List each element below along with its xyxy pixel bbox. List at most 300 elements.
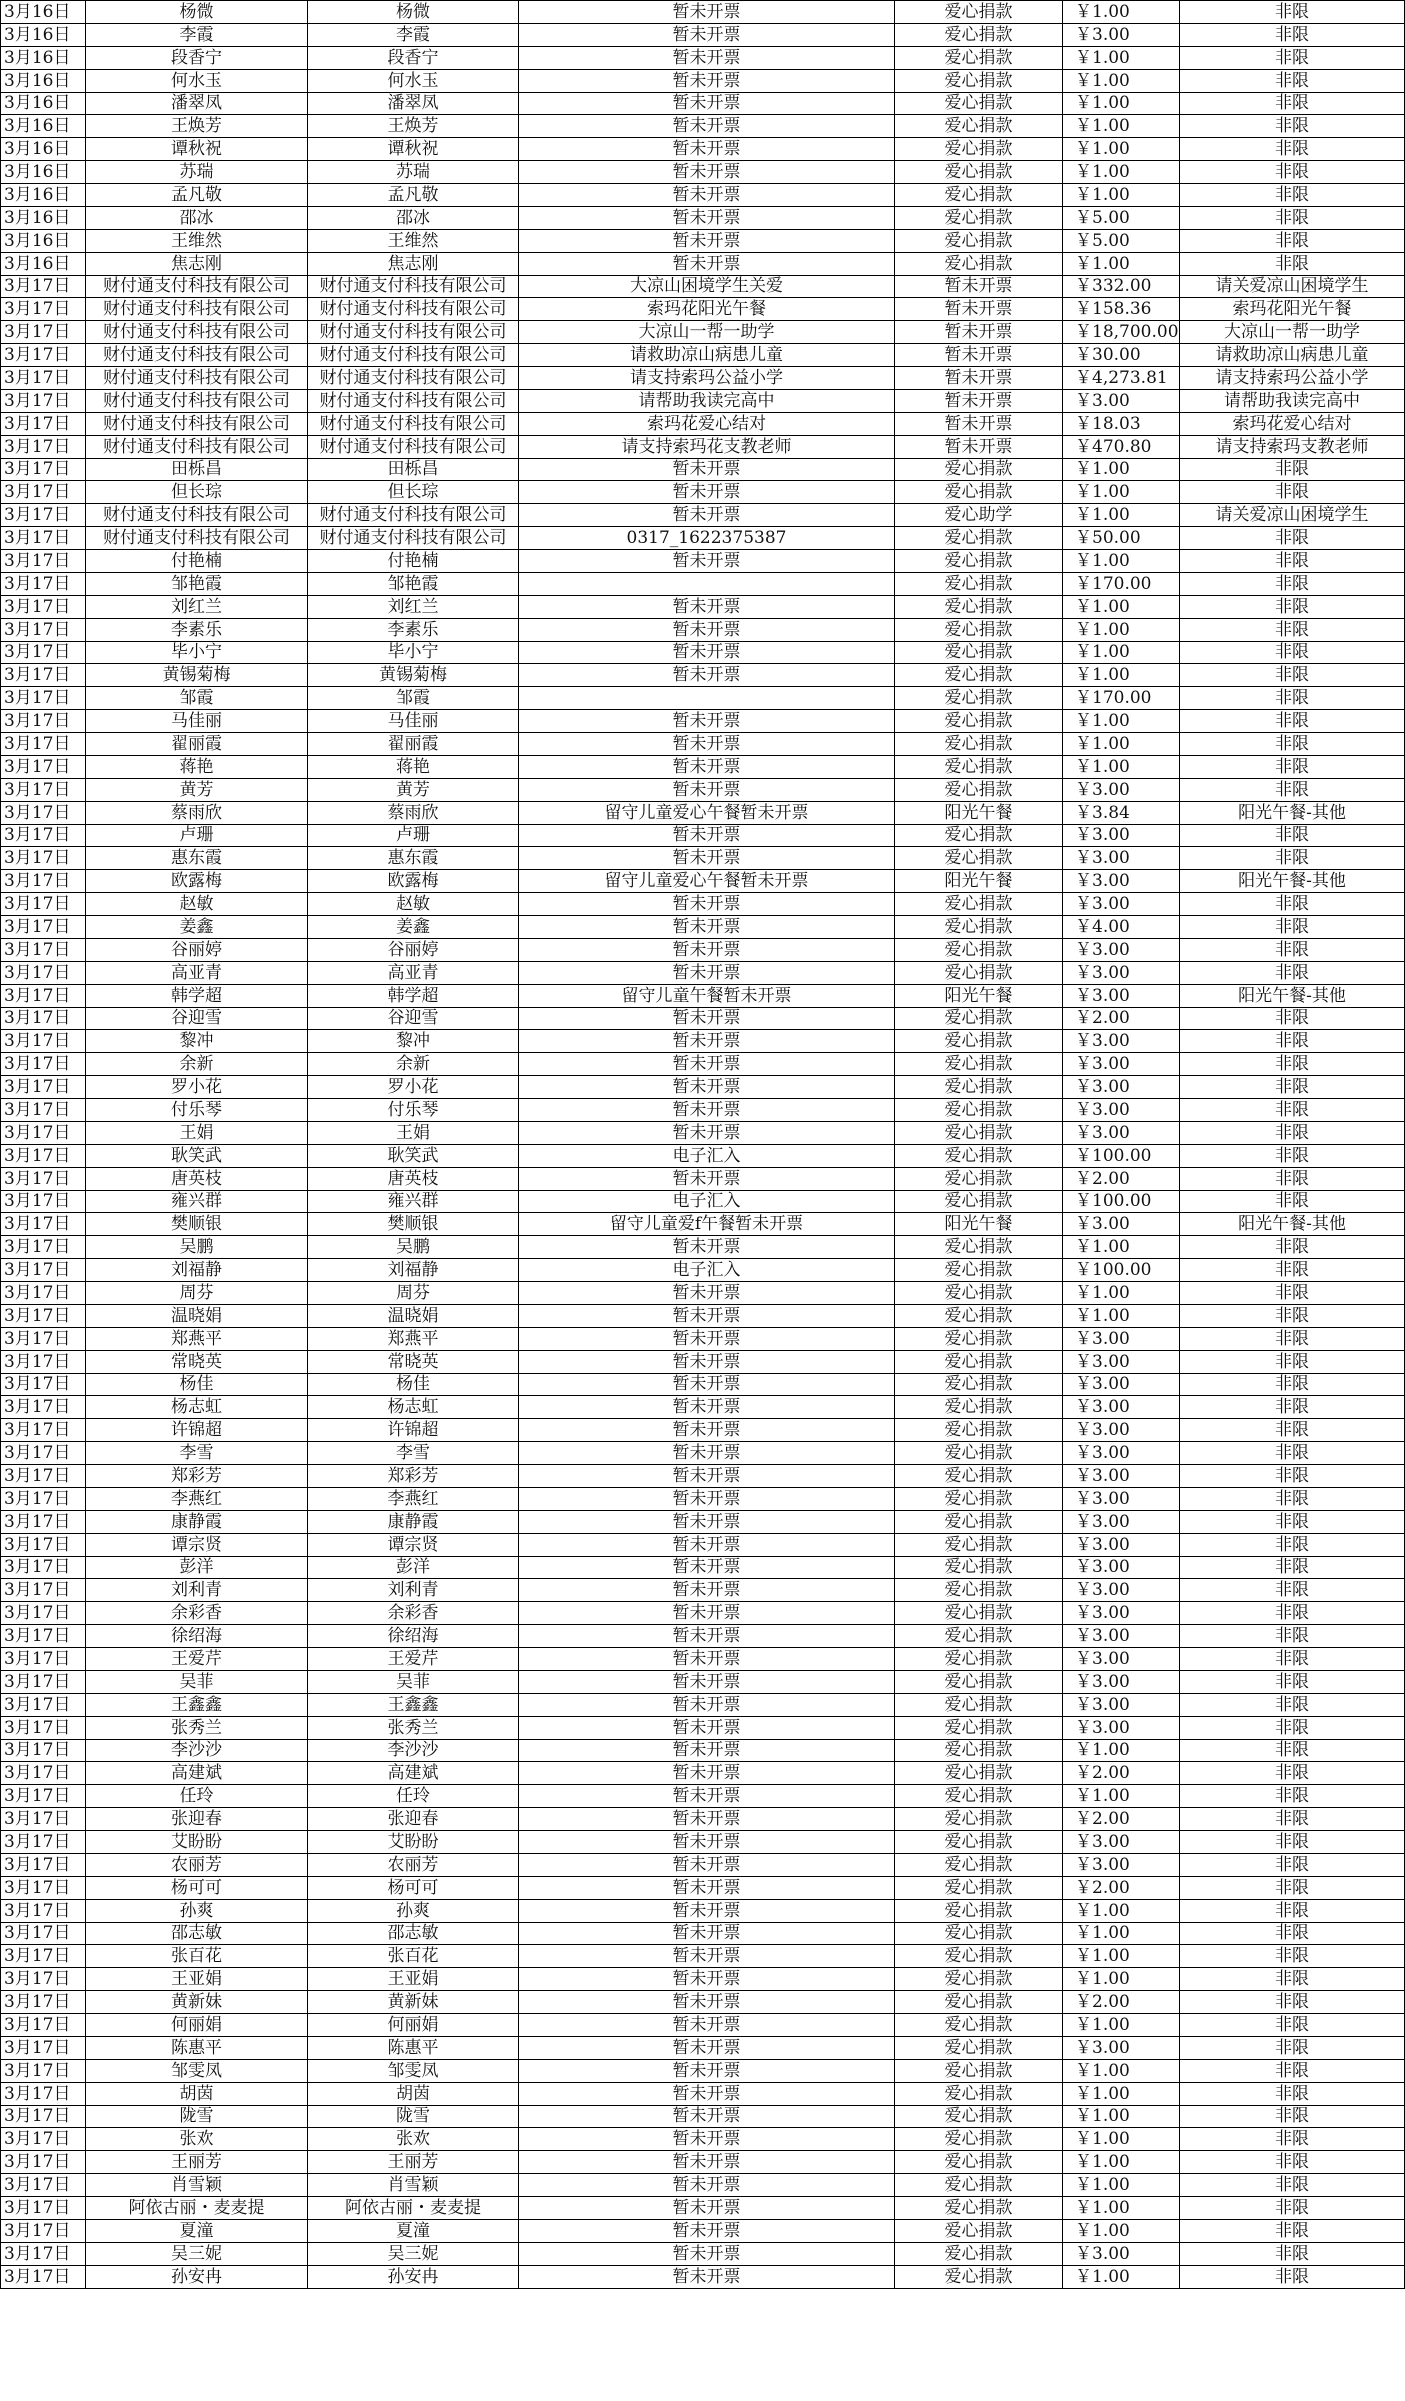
restriction-cell: 非限 [1180,115,1405,138]
payer-cell: 王鑫鑫 [308,1693,519,1716]
date-cell: 3月17日 [1,641,86,664]
donor-cell: 邵志敏 [86,1922,308,1945]
payer-cell: 胡茵 [308,2082,519,2105]
date-cell: 3月17日 [1,2174,86,2197]
payer-cell: 耿笑武 [308,1144,519,1167]
amount-cell: ￥3.00 [1063,1053,1180,1076]
donor-cell: 郑彩芳 [86,1465,308,1488]
payer-cell: 孟凡敬 [308,184,519,207]
payer-cell: 谷迎雪 [308,1007,519,1030]
donor-cell: 毕小宁 [86,641,308,664]
date-cell: 3月17日 [1,412,86,435]
invoice-cell: 索玛花爱心结对 [519,412,895,435]
payer-cell: 徐绍海 [308,1625,519,1648]
amount-cell: ￥4,273.81 [1063,367,1180,390]
donor-cell: 财付通支付科技有限公司 [86,435,308,458]
category-cell: 爱心捐款 [895,1167,1063,1190]
date-cell: 3月17日 [1,344,86,367]
table-row [1,2242,1405,2265]
category-cell: 爱心捐款 [895,2151,1063,2174]
amount-cell: ￥100.00 [1063,1190,1180,1213]
invoice-cell: 暂未开票 [519,847,895,870]
payer-cell: 财付通支付科技有限公司 [308,344,519,367]
restriction-cell: 非限 [1180,1991,1405,2014]
restriction-cell: 非限 [1180,1876,1405,1899]
amount-cell: ￥1.00 [1063,1236,1180,1259]
date-cell: 3月17日 [1,1762,86,1785]
invoice-cell: 暂未开票 [519,595,895,618]
category-cell: 爱心捐款 [895,1099,1063,1122]
invoice-cell: 暂未开票 [519,206,895,229]
restriction-cell: 非限 [1180,664,1405,687]
invoice-cell: 暂未开票 [519,115,895,138]
amount-cell: ￥1.00 [1063,1,1180,24]
restriction-cell: 非限 [1180,618,1405,641]
invoice-cell: 电子汇入 [519,1144,895,1167]
table-row [1,1648,1405,1671]
restriction-cell: 非限 [1180,1556,1405,1579]
invoice-cell: 暂未开票 [519,618,895,641]
restriction-cell: 非限 [1180,1167,1405,1190]
payer-cell: 欧露梅 [308,870,519,893]
payer-cell: 雍兴群 [308,1190,519,1213]
donor-cell: 张百花 [86,1945,308,1968]
amount-cell: ￥1.00 [1063,755,1180,778]
restriction-cell: 非限 [1180,1808,1405,1831]
donor-cell: 吴鹏 [86,1236,308,1259]
amount-cell: ￥3.00 [1063,1465,1180,1488]
donor-cell: 常晓英 [86,1350,308,1373]
donor-cell: 吴三妮 [86,2242,308,2265]
invoice-cell: 暂未开票 [519,1625,895,1648]
category-cell: 爱心捐款 [895,1419,1063,1442]
table-row [1,229,1405,252]
donor-cell: 刘利青 [86,1579,308,1602]
payer-cell: 毕小宁 [308,641,519,664]
date-cell: 3月17日 [1,1144,86,1167]
restriction-cell: 请救助凉山病患儿童 [1180,344,1405,367]
donor-cell: 田栎昌 [86,458,308,481]
donor-cell: 李素乐 [86,618,308,641]
payer-cell: 卢珊 [308,824,519,847]
payer-cell: 吴鹏 [308,1236,519,1259]
table-row [1,1922,1405,1945]
payer-cell: 王亚娟 [308,1968,519,1991]
date-cell: 3月16日 [1,92,86,115]
donor-cell: 财付通支付科技有限公司 [86,321,308,344]
restriction-cell: 非限 [1180,252,1405,275]
payer-cell: 刘福静 [308,1259,519,1282]
amount-cell: ￥2.00 [1063,1167,1180,1190]
invoice-cell: 暂未开票 [519,938,895,961]
restriction-cell: 非限 [1180,1236,1405,1259]
table-row [1,527,1405,550]
restriction-cell: 非限 [1180,1282,1405,1305]
payer-cell: 任玲 [308,1785,519,1808]
invoice-cell: 暂未开票 [519,2128,895,2151]
payer-cell: 黄新妹 [308,1991,519,2014]
donor-cell: 余彩香 [86,1602,308,1625]
payer-cell: 付艳楠 [308,550,519,573]
date-cell: 3月16日 [1,184,86,207]
invoice-cell: 暂未开票 [519,1442,895,1465]
invoice-cell: 暂未开票 [519,1,895,24]
restriction-cell: 非限 [1180,1259,1405,1282]
date-cell: 3月17日 [1,1099,86,1122]
date-cell: 3月17日 [1,550,86,573]
payer-cell: 潘翠凤 [308,92,519,115]
category-cell: 爱心捐款 [895,1602,1063,1625]
amount-cell: ￥3.00 [1063,1510,1180,1533]
category-cell: 爱心捐款 [895,1030,1063,1053]
amount-cell: ￥3.00 [1063,1213,1180,1236]
donor-cell: 财付通支付科技有限公司 [86,389,308,412]
category-cell: 爱心捐款 [895,1739,1063,1762]
donor-cell: 邵冰 [86,206,308,229]
restriction-cell: 非限 [1180,733,1405,756]
restriction-cell: 非限 [1180,2265,1405,2288]
category-cell: 爱心捐款 [895,2219,1063,2242]
payer-cell: 蒋艳 [308,755,519,778]
donor-cell: 杨佳 [86,1373,308,1396]
amount-cell: ￥1.00 [1063,1945,1180,1968]
payer-cell: 焦志刚 [308,252,519,275]
amount-cell: ￥3.00 [1063,1327,1180,1350]
date-cell: 3月17日 [1,664,86,687]
date-cell: 3月17日 [1,1419,86,1442]
restriction-cell: 非限 [1180,2242,1405,2265]
table-row [1,847,1405,870]
amount-cell: ￥3.00 [1063,1030,1180,1053]
donor-cell: 潘翠凤 [86,92,308,115]
table-row [1,618,1405,641]
date-cell: 3月17日 [1,435,86,458]
invoice-cell: 暂未开票 [519,550,895,573]
invoice-cell: 请帮助我读完高中 [519,389,895,412]
date-cell: 3月17日 [1,1922,86,1945]
invoice-cell: 暂未开票 [519,1487,895,1510]
donor-cell: 但长琮 [86,481,308,504]
donor-cell: 蔡雨欣 [86,801,308,824]
category-cell: 爱心捐款 [895,1670,1063,1693]
payer-cell: 吴菲 [308,1670,519,1693]
payer-cell: 陈惠平 [308,2036,519,2059]
category-cell: 爱心捐款 [895,1121,1063,1144]
restriction-cell: 非限 [1180,2151,1405,2174]
restriction-cell: 请关爱凉山困境学生 [1180,504,1405,527]
table-row [1,298,1405,321]
invoice-cell: 暂未开票 [519,961,895,984]
restriction-cell: 非限 [1180,1007,1405,1030]
donor-cell: 杨微 [86,1,308,24]
table-row [1,2014,1405,2037]
table-row [1,1991,1405,2014]
category-cell: 爱心捐款 [895,778,1063,801]
donor-cell: 谭宗贤 [86,1533,308,1556]
amount-cell: ￥3.00 [1063,1625,1180,1648]
table-row [1,1419,1405,1442]
donor-cell: 段香宁 [86,46,308,69]
amount-cell: ￥470.80 [1063,435,1180,458]
category-cell: 爱心捐款 [895,1487,1063,1510]
category-cell: 爱心捐款 [895,1556,1063,1579]
table-row [1,2265,1405,2288]
date-cell: 3月17日 [1,275,86,298]
payer-cell: 康静霞 [308,1510,519,1533]
category-cell: 爱心捐款 [895,1968,1063,1991]
amount-cell: ￥1.00 [1063,550,1180,573]
restriction-cell: 非限 [1180,1785,1405,1808]
invoice-cell: 暂未开票 [519,1350,895,1373]
payer-cell: 谭秋祝 [308,138,519,161]
amount-cell: ￥2.00 [1063,1007,1180,1030]
restriction-cell: 非限 [1180,1396,1405,1419]
table-row [1,1167,1405,1190]
payer-cell: 何丽娟 [308,2014,519,2037]
amount-cell: ￥1.00 [1063,2151,1180,2174]
payer-cell: 王维然 [308,229,519,252]
date-cell: 3月17日 [1,1121,86,1144]
category-cell: 暂未开票 [895,435,1063,458]
restriction-cell: 非限 [1180,961,1405,984]
invoice-cell: 暂未开票 [519,2197,895,2220]
donor-cell: 谷丽婷 [86,938,308,961]
restriction-cell: 非限 [1180,778,1405,801]
restriction-cell: 非限 [1180,1121,1405,1144]
date-cell: 3月17日 [1,1282,86,1305]
amount-cell: ￥1.00 [1063,1739,1180,1762]
restriction-cell: 请支持索玛公益小学 [1180,367,1405,390]
donor-cell: 夏潼 [86,2219,308,2242]
table-row [1,115,1405,138]
donor-cell: 财付通支付科技有限公司 [86,504,308,527]
invoice-cell: 0317_1622375387 [519,527,895,550]
invoice-cell: 暂未开票 [519,1556,895,1579]
restriction-cell: 阳光午餐-其他 [1180,801,1405,824]
table-row [1,1282,1405,1305]
date-cell: 3月17日 [1,1968,86,1991]
date-cell: 3月17日 [1,1487,86,1510]
category-cell: 爱心捐款 [895,572,1063,595]
date-cell: 3月16日 [1,69,86,92]
payer-cell: 肖雪颖 [308,2174,519,2197]
category-cell: 爱心捐款 [895,916,1063,939]
category-cell: 爱心捐款 [895,458,1063,481]
category-cell: 爱心捐款 [895,2036,1063,2059]
restriction-cell: 非限 [1180,595,1405,618]
donor-cell: 刘红兰 [86,595,308,618]
donor-cell: 邹霞 [86,687,308,710]
restriction-cell: 非限 [1180,1579,1405,1602]
amount-cell: ￥3.00 [1063,1396,1180,1419]
date-cell: 3月17日 [1,2128,86,2151]
table-row [1,2197,1405,2220]
amount-cell: ￥158.36 [1063,298,1180,321]
restriction-cell: 非限 [1180,138,1405,161]
table-row [1,1831,1405,1854]
restriction-cell: 非限 [1180,2105,1405,2128]
invoice-cell: 暂未开票 [519,2082,895,2105]
payer-cell: 王焕芳 [308,115,519,138]
payer-cell: 农丽芳 [308,1853,519,1876]
amount-cell: ￥1.00 [1063,2197,1180,2220]
payer-cell: 蔡雨欣 [308,801,519,824]
date-cell: 3月17日 [1,1785,86,1808]
table-row [1,755,1405,778]
donor-cell: 李雪 [86,1442,308,1465]
donor-cell: 财付通支付科技有限公司 [86,367,308,390]
payer-cell: 财付通支付科技有限公司 [308,275,519,298]
category-cell: 爱心捐款 [895,1304,1063,1327]
payer-cell: 罗小花 [308,1076,519,1099]
restriction-cell: 非限 [1180,1327,1405,1350]
date-cell: 3月17日 [1,1442,86,1465]
category-cell: 阳光午餐 [895,801,1063,824]
donor-cell: 翟丽霞 [86,733,308,756]
payer-cell: 张迎春 [308,1808,519,1831]
restriction-cell: 非限 [1180,1419,1405,1442]
donor-cell: 黎冲 [86,1030,308,1053]
table-row [1,710,1405,733]
restriction-cell: 非限 [1180,1373,1405,1396]
donor-cell: 农丽芳 [86,1853,308,1876]
category-cell: 暂未开票 [895,321,1063,344]
date-cell: 3月17日 [1,1350,86,1373]
amount-cell: ￥1.00 [1063,1304,1180,1327]
date-cell: 3月17日 [1,1304,86,1327]
payer-cell: 孙安冉 [308,2265,519,2288]
table-row [1,1442,1405,1465]
table-row [1,1945,1405,1968]
amount-cell: ￥3.00 [1063,1556,1180,1579]
category-cell: 爱心捐款 [895,69,1063,92]
date-cell: 3月17日 [1,1716,86,1739]
invoice-cell: 暂未开票 [519,1808,895,1831]
payer-cell: 许锦超 [308,1419,519,1442]
amount-cell: ￥3.84 [1063,801,1180,824]
date-cell: 3月17日 [1,824,86,847]
date-cell: 3月17日 [1,2197,86,2220]
table-row [1,1487,1405,1510]
amount-cell: ￥2.00 [1063,1876,1180,1899]
table-row [1,824,1405,847]
category-cell: 爱心捐款 [895,618,1063,641]
payer-cell: 高亚青 [308,961,519,984]
amount-cell: ￥1.00 [1063,733,1180,756]
date-cell: 3月17日 [1,847,86,870]
amount-cell: ￥1.00 [1063,2174,1180,2197]
invoice-cell: 索玛花阳光午餐 [519,298,895,321]
category-cell: 爱心捐款 [895,1625,1063,1648]
category-cell: 爱心捐款 [895,1327,1063,1350]
donor-cell: 杨志虹 [86,1396,308,1419]
category-cell: 爱心捐款 [895,1716,1063,1739]
donor-cell: 黄新妹 [86,1991,308,2014]
table-row [1,801,1405,824]
table-row [1,1625,1405,1648]
payer-cell: 阿依古丽・麦麦提 [308,2197,519,2220]
category-cell: 爱心捐款 [895,138,1063,161]
donor-cell: 周芬 [86,1282,308,1305]
table-row [1,389,1405,412]
amount-cell: ￥3.00 [1063,1373,1180,1396]
date-cell: 3月17日 [1,1236,86,1259]
category-cell: 爱心捐款 [895,23,1063,46]
date-cell: 3月17日 [1,733,86,756]
amount-cell: ￥18.03 [1063,412,1180,435]
amount-cell: ￥3.00 [1063,1487,1180,1510]
payer-cell: 王爱芹 [308,1648,519,1671]
category-cell: 爱心捐款 [895,893,1063,916]
amount-cell: ￥30.00 [1063,344,1180,367]
invoice-cell: 暂未开票 [519,1899,895,1922]
amount-cell: ￥3.00 [1063,2036,1180,2059]
category-cell: 爱心捐款 [895,46,1063,69]
invoice-cell [519,572,895,595]
payer-cell: 黎冲 [308,1030,519,1053]
table-row [1,1030,1405,1053]
amount-cell: ￥3.00 [1063,389,1180,412]
donor-cell: 张欢 [86,2128,308,2151]
payer-cell: 唐英枝 [308,1167,519,1190]
invoice-cell: 暂未开票 [519,481,895,504]
amount-cell: ￥3.00 [1063,1442,1180,1465]
restriction-cell: 非限 [1180,1190,1405,1213]
restriction-cell: 非限 [1180,161,1405,184]
restriction-cell: 非限 [1180,1442,1405,1465]
invoice-cell: 暂未开票 [519,1304,895,1327]
restriction-cell: 阳光午餐-其他 [1180,870,1405,893]
amount-cell: ￥3.00 [1063,824,1180,847]
table-row [1,2128,1405,2151]
donor-cell: 陇雪 [86,2105,308,2128]
payer-cell: 周芬 [308,1282,519,1305]
amount-cell: ￥3.00 [1063,1533,1180,1556]
category-cell: 爱心捐款 [895,1853,1063,1876]
invoice-cell: 暂未开票 [519,2036,895,2059]
amount-cell: ￥3.00 [1063,961,1180,984]
table-row [1,138,1405,161]
date-cell: 3月17日 [1,1648,86,1671]
table-row [1,435,1405,458]
amount-cell: ￥3.00 [1063,1693,1180,1716]
date-cell: 3月16日 [1,161,86,184]
invoice-cell: 暂未开票 [519,1121,895,1144]
donor-cell: 谭秋祝 [86,138,308,161]
amount-cell: ￥1.00 [1063,46,1180,69]
date-cell: 3月17日 [1,1670,86,1693]
table-row [1,1121,1405,1144]
table-row [1,1236,1405,1259]
restriction-cell: 非限 [1180,1350,1405,1373]
payer-cell: 邹艳霞 [308,572,519,595]
restriction-cell: 非限 [1180,1670,1405,1693]
category-cell: 爱心捐款 [895,1510,1063,1533]
donor-cell: 付艳楠 [86,550,308,573]
restriction-cell: 非限 [1180,206,1405,229]
table-row [1,1579,1405,1602]
restriction-cell: 非限 [1180,1831,1405,1854]
table-row [1,641,1405,664]
category-cell: 阳光午餐 [895,870,1063,893]
donor-cell: 罗小花 [86,1076,308,1099]
invoice-cell: 暂未开票 [519,69,895,92]
amount-cell: ￥1.00 [1063,2219,1180,2242]
donor-cell: 吴菲 [86,1670,308,1693]
invoice-cell: 留守儿童午餐暂未开票 [519,984,895,1007]
donor-cell: 何丽娟 [86,2014,308,2037]
category-cell: 爱心捐款 [895,1945,1063,1968]
